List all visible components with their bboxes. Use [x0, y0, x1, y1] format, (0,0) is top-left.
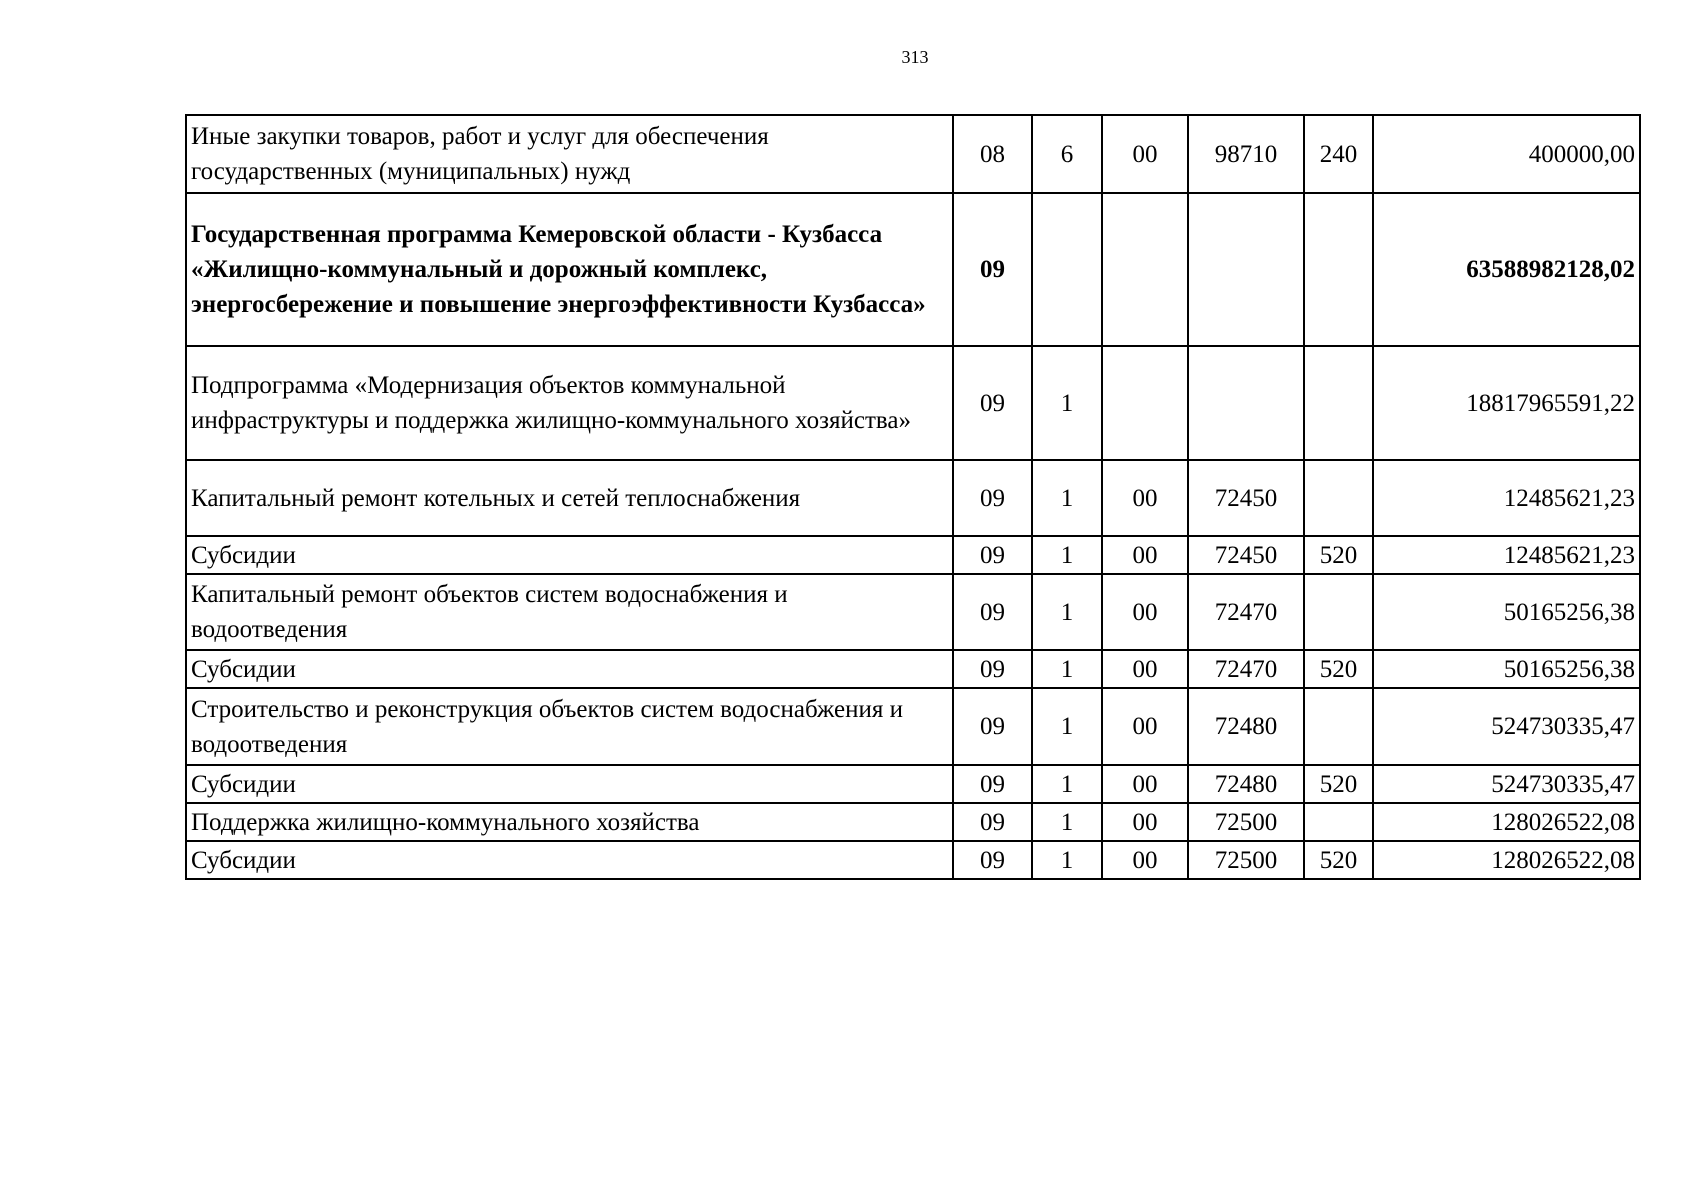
- subprogram-code: 6: [1032, 115, 1102, 193]
- amount: 18817965591,22: [1373, 346, 1640, 460]
- direction-code: 00: [1102, 841, 1188, 879]
- program-code: 09: [953, 536, 1032, 574]
- table-row: [186, 460, 1640, 536]
- subprogram-code: 1: [1032, 688, 1102, 765]
- expense-type-code: 520: [1304, 650, 1373, 688]
- amount: 524730335,47: [1373, 688, 1640, 765]
- row-name: Государственная программа Кемеровской области - Кузбасса «Жилищно-коммунальный и дорожный комплекс, энергосбережение и повышение энергоэффективности Кузбасса»: [186, 193, 953, 346]
- expense-code: 98710: [1188, 115, 1304, 193]
- direction-code: [1102, 346, 1188, 460]
- direction-code: 00: [1102, 115, 1188, 193]
- expense-type-code: 520: [1304, 536, 1373, 574]
- expense-code: 72470: [1188, 650, 1304, 688]
- row-name: Субсидии: [186, 841, 953, 879]
- table-row: [186, 193, 1640, 346]
- expense-code: 72450: [1188, 536, 1304, 574]
- row-name: Иные закупки товаров, работ и услуг для обеспечения государственных (муниципальных) нужд: [186, 115, 953, 193]
- row-name: Поддержка жилищно-коммунального хозяйства: [186, 803, 953, 841]
- subprogram-code: [1032, 193, 1102, 346]
- expense-type-code: 520: [1304, 765, 1373, 803]
- expense-code: [1188, 193, 1304, 346]
- expense-type-code: [1304, 346, 1373, 460]
- row-name: Субсидии: [186, 765, 953, 803]
- program-code: 09: [953, 650, 1032, 688]
- expense-code: 72500: [1188, 803, 1304, 841]
- budget-table-body: [186, 115, 1640, 879]
- expense-code: 72470: [1188, 574, 1304, 650]
- direction-code: 00: [1102, 574, 1188, 650]
- row-name: Субсидии: [186, 536, 953, 574]
- budget-table: [185, 114, 1641, 880]
- program-code: 08: [953, 115, 1032, 193]
- program-code: 09: [953, 574, 1032, 650]
- subprogram-code: 1: [1032, 574, 1102, 650]
- expense-code: 72450: [1188, 460, 1304, 536]
- table-row: [186, 346, 1640, 460]
- amount: 400000,00: [1373, 115, 1640, 193]
- direction-code: 00: [1102, 688, 1188, 765]
- expense-type-code: [1304, 688, 1373, 765]
- program-code: 09: [953, 193, 1032, 346]
- direction-code: 00: [1102, 650, 1188, 688]
- subprogram-code: 1: [1032, 765, 1102, 803]
- subprogram-code: 1: [1032, 803, 1102, 841]
- row-name: Строительство и реконструкция объектов систем водоснабжения и водоотведения: [186, 688, 953, 765]
- direction-code: [1102, 193, 1188, 346]
- expense-code: 72480: [1188, 765, 1304, 803]
- program-code: 09: [953, 346, 1032, 460]
- program-code: 09: [953, 765, 1032, 803]
- table-row: [186, 803, 1640, 841]
- row-name: Субсидии: [186, 650, 953, 688]
- amount: 128026522,08: [1373, 803, 1640, 841]
- expense-code: 72480: [1188, 688, 1304, 765]
- expense-type-code: [1304, 803, 1373, 841]
- row-name: Подпрограмма «Модернизация объектов коммунальной инфраструктуры и поддержка жилищно-коммунального хозяйства»: [186, 346, 953, 460]
- subprogram-code: 1: [1032, 346, 1102, 460]
- row-name: Капитальный ремонт объектов систем водоснабжения и водоотведения: [186, 574, 953, 650]
- direction-code: 00: [1102, 803, 1188, 841]
- table-row: [186, 765, 1640, 803]
- amount: 63588982128,02: [1373, 193, 1640, 346]
- amount: 524730335,47: [1373, 765, 1640, 803]
- program-code: 09: [953, 803, 1032, 841]
- amount: 12485621,23: [1373, 536, 1640, 574]
- expense-type-code: [1304, 574, 1373, 650]
- subprogram-code: 1: [1032, 841, 1102, 879]
- subprogram-code: 1: [1032, 536, 1102, 574]
- expense-type-code: 520: [1304, 841, 1373, 879]
- program-code: 09: [953, 841, 1032, 879]
- subprogram-code: 1: [1032, 650, 1102, 688]
- subprogram-code: 1: [1032, 460, 1102, 536]
- expense-code: [1188, 346, 1304, 460]
- program-code: 09: [953, 460, 1032, 536]
- page-number: 313: [901, 47, 929, 67]
- direction-code: 00: [1102, 765, 1188, 803]
- expense-type-code: [1304, 460, 1373, 536]
- table-row: [186, 536, 1640, 574]
- table-row: [186, 115, 1640, 193]
- amount: 128026522,08: [1373, 841, 1640, 879]
- expense-type-code: 240: [1304, 115, 1373, 193]
- row-name: Капитальный ремонт котельных и сетей теплоснабжения: [186, 460, 953, 536]
- program-code: 09: [953, 688, 1032, 765]
- table-row: [186, 841, 1640, 879]
- amount: 50165256,38: [1373, 650, 1640, 688]
- table-row: [186, 574, 1640, 650]
- direction-code: 00: [1102, 460, 1188, 536]
- table-row: [186, 688, 1640, 765]
- amount: 50165256,38: [1373, 574, 1640, 650]
- expense-type-code: [1304, 193, 1373, 346]
- table-row: [186, 650, 1640, 688]
- direction-code: 00: [1102, 536, 1188, 574]
- amount: 12485621,23: [1373, 460, 1640, 536]
- expense-code: 72500: [1188, 841, 1304, 879]
